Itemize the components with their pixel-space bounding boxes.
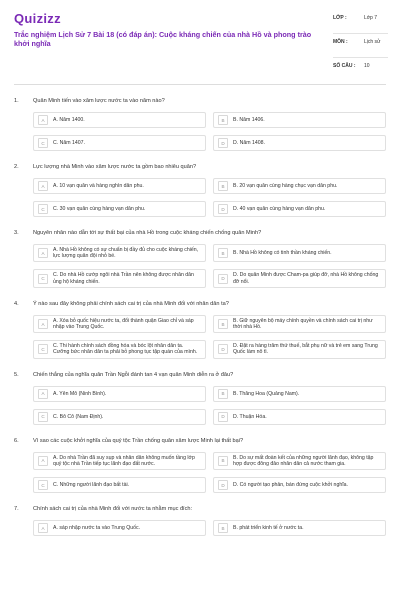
option-letter-box: A bbox=[38, 523, 48, 533]
answer-options bbox=[33, 178, 386, 217]
option-text: D. Năm 1408. bbox=[233, 139, 266, 146]
question-text: Chính sách cai trị của nhà Minh đối với nước ta nhằm mục đích: bbox=[33, 506, 193, 513]
option-letter-box: A bbox=[38, 181, 48, 191]
option-letter-box: A bbox=[38, 248, 48, 258]
answer-option[interactable] bbox=[33, 477, 206, 493]
option-letter-box: A bbox=[38, 319, 48, 329]
question-header bbox=[14, 506, 386, 513]
option-text: B. Năm 1406. bbox=[233, 116, 265, 123]
meta-subject bbox=[333, 39, 389, 63]
question-number: 5. bbox=[14, 371, 19, 378]
answer-option[interactable] bbox=[213, 269, 386, 287]
worksheet-meta bbox=[333, 15, 389, 73]
option-letter-box: D bbox=[218, 480, 228, 490]
answer-option[interactable] bbox=[33, 269, 206, 287]
option-text: D. Đặt ra hàng trăm thứ thuế, bắt phụ nữ và trẻ em sang Trung Quốc làm nô tì. bbox=[233, 343, 378, 356]
answer-options bbox=[33, 112, 386, 151]
option-letter-box: A bbox=[38, 389, 48, 399]
option-text: A. 10 vạn quân và hàng nghìn dân phu. bbox=[53, 182, 144, 189]
option-text: C. Do nhà Hồ cướp ngôi nhà Trần nên không được nhân dân ủng hộ kháng chiến. bbox=[53, 272, 194, 285]
quizizz-logo: Quizizz bbox=[14, 11, 61, 26]
question-text: Ý nào sau đây không phải chính sách cai trị của nhà Minh đối với nhân dân ta? bbox=[33, 300, 229, 307]
answer-option[interactable] bbox=[33, 340, 206, 358]
question-text: Vì sao các cuộc khởi nghĩa của quý tộc Trần chống quân xâm lược Minh lại thất bại? bbox=[33, 437, 244, 444]
question-text: Nguyên nhân nào dẫn tới sự thất bại của nhà Hồ trong cuộc kháng chiến chống quân Minh? bbox=[33, 230, 262, 236]
header-divider bbox=[14, 84, 386, 85]
option-letter-box: D bbox=[218, 344, 228, 354]
answer-option[interactable] bbox=[33, 112, 206, 128]
question-item bbox=[14, 98, 386, 151]
option-letter-box: C bbox=[38, 344, 48, 354]
question-header bbox=[14, 301, 386, 308]
option-letter-box: C bbox=[38, 480, 48, 490]
meta-count bbox=[333, 63, 389, 73]
question-item bbox=[14, 506, 386, 536]
answer-option[interactable] bbox=[33, 452, 206, 470]
question-item bbox=[14, 230, 386, 288]
answer-option[interactable] bbox=[213, 244, 386, 262]
answer-option[interactable] bbox=[213, 340, 386, 358]
answer-option[interactable] bbox=[213, 477, 386, 493]
option-letter-box: A bbox=[38, 456, 48, 466]
option-text: B. phát triển kinh tế ở nước ta. bbox=[233, 524, 304, 531]
answer-options bbox=[33, 315, 386, 359]
answer-option[interactable] bbox=[33, 178, 206, 194]
option-text: A. Năm 1400. bbox=[53, 116, 85, 123]
option-letter-box: C bbox=[38, 412, 48, 422]
question-item bbox=[14, 438, 386, 493]
option-text: D. Có người tạo phản, bán đứng cuộc khởi nghĩa. bbox=[233, 481, 348, 488]
option-text: C. 30 vạn quân cùng hàng vạn dân phu. bbox=[53, 205, 146, 212]
meta-class bbox=[333, 15, 389, 39]
option-letter-box: D bbox=[218, 204, 228, 214]
option-letter-box: B bbox=[218, 456, 228, 466]
answer-option[interactable] bbox=[213, 409, 386, 425]
question-header bbox=[14, 98, 386, 105]
option-letter-box: B bbox=[218, 319, 228, 329]
meta-subject-value: Lịch sử bbox=[364, 39, 381, 45]
answer-option[interactable] bbox=[33, 201, 206, 217]
option-text: C. Thi hành chính sách đồng hóa và bóc lột nhân dân ta. Cưỡng bức nhân dân ta phải bỏ phong tục tập quán của mình. bbox=[53, 343, 198, 356]
option-letter-box: B bbox=[218, 523, 228, 533]
answer-option[interactable] bbox=[33, 409, 206, 425]
option-letter-box: B bbox=[218, 181, 228, 191]
option-letter-box: D bbox=[218, 138, 228, 148]
answer-option[interactable] bbox=[213, 112, 386, 128]
option-letter-box: A bbox=[38, 115, 48, 125]
option-letter-box: C bbox=[38, 204, 48, 214]
question-item bbox=[14, 164, 386, 217]
option-text: B. Thăng Hoa (Quảng Nam). bbox=[233, 390, 300, 397]
option-text: B. Do sự mất đoàn kết của những người lãnh đạo, không tập hợp được đông đảo nhân dân cả nước tham gia. bbox=[233, 454, 374, 467]
option-letter-box: D bbox=[218, 412, 228, 422]
answer-option[interactable] bbox=[213, 520, 386, 536]
answer-option[interactable] bbox=[213, 178, 386, 194]
question-text: Quân Minh tiến vào xâm lược nước ta vào năm nào? bbox=[33, 98, 165, 104]
answer-options bbox=[33, 386, 386, 425]
answer-option[interactable] bbox=[33, 520, 206, 536]
option-text: B. Giữ nguyên bộ máy chính quyền và chính sách cai trị như thời nhà Hồ. bbox=[233, 317, 373, 331]
question-header bbox=[14, 230, 386, 237]
option-text: B. Nhà Hồ không có tinh thần kháng chiến. bbox=[233, 250, 332, 257]
question-header bbox=[14, 438, 386, 445]
option-text: A. Yên Mô (Ninh Bình). bbox=[53, 390, 107, 397]
option-text: B. 20 vạn quân cùng hàng chục vạn dân phu. bbox=[233, 182, 338, 189]
question-item bbox=[14, 301, 386, 359]
option-text: C. Bô Cô (Nam Định). bbox=[53, 413, 104, 420]
question-number: 3. bbox=[14, 230, 19, 236]
option-letter-box: B bbox=[218, 115, 228, 125]
meta-class-label: LỚP : bbox=[333, 15, 347, 21]
option-text: C. Năm 1407. bbox=[53, 139, 86, 146]
meta-class-value: Lớp 7 bbox=[364, 15, 378, 21]
option-letter-box: B bbox=[218, 248, 228, 258]
worksheet-title: Trắc nghiệm Lịch Sử 7 Bài 18 (có đáp án): Cuộc kháng chiến của nhà Hồ và phong trào khởi nghĩa bbox=[14, 30, 312, 48]
answer-options bbox=[33, 452, 386, 493]
answer-option[interactable] bbox=[33, 386, 206, 402]
meta-subject-label: MÔN : bbox=[333, 39, 348, 45]
question-number: 2. bbox=[14, 164, 19, 170]
answer-option[interactable] bbox=[33, 244, 206, 262]
option-text: D. 40 vạn quân cùng hàng vạn dân phu. bbox=[233, 205, 326, 212]
question-number: 4. bbox=[14, 300, 19, 307]
meta-divider bbox=[333, 33, 388, 34]
question-text: Chiến thắng của nghĩa quân Trần Ngỗi đánh tan 4 vạn quân Minh diễn ra ở đâu? bbox=[33, 371, 234, 378]
answer-option[interactable] bbox=[33, 135, 206, 151]
question-item bbox=[14, 372, 386, 425]
option-letter-box: D bbox=[218, 274, 228, 284]
answer-options bbox=[33, 520, 386, 536]
question-text: Lực lượng nhà Minh vào xâm lược nước ta gồm bao nhiêu quân? bbox=[33, 164, 197, 170]
answer-option[interactable] bbox=[213, 452, 386, 470]
question-header bbox=[14, 164, 386, 171]
answer-option[interactable] bbox=[213, 201, 386, 217]
option-text: A. Nhà Hồ không có sự chuẩn bị đầy đủ cho cuộc kháng chiến, lực lượng quân đội nhỏ bé. bbox=[53, 247, 199, 260]
option-text: A. sáp nhập nước ta vào Trung Quốc. bbox=[53, 524, 141, 531]
question-number: 6. bbox=[14, 437, 19, 444]
meta-count-label: SỐ CÂU : bbox=[333, 63, 356, 69]
question-list bbox=[0, 98, 400, 536]
answer-option[interactable] bbox=[33, 315, 206, 333]
answer-option[interactable] bbox=[213, 315, 386, 333]
option-letter-box: C bbox=[38, 138, 48, 148]
option-letter-box: B bbox=[218, 389, 228, 399]
question-number: 7. bbox=[14, 506, 19, 513]
option-letter-box: C bbox=[38, 274, 48, 284]
meta-count-value: 10 bbox=[364, 63, 370, 69]
meta-divider bbox=[333, 57, 388, 58]
answer-options bbox=[33, 244, 386, 288]
question-header bbox=[14, 372, 386, 379]
answer-option[interactable] bbox=[213, 135, 386, 151]
option-text: D. Thuận Hóa. bbox=[233, 413, 267, 420]
answer-option[interactable] bbox=[213, 386, 386, 402]
option-text: D. Do quân Minh được Cham-pa giúp đỡ, nhà Hồ không chống đỡ nổi. bbox=[233, 272, 379, 285]
option-text: A. Xóa bỏ quốc hiệu nước ta, đổi thành quận Giao chỉ và sáp nhập vào Trung Quốc. bbox=[53, 317, 194, 331]
question-number: 1. bbox=[14, 98, 19, 104]
option-text: C. Những người lãnh đạo bất tài. bbox=[53, 481, 130, 488]
option-text: A. Do nhà Trần đã suy sụp và nhân dân không muốn tầng lớp quý tộc nhà Trần tiếp tục lãnh đạo đất nước. bbox=[53, 454, 195, 467]
